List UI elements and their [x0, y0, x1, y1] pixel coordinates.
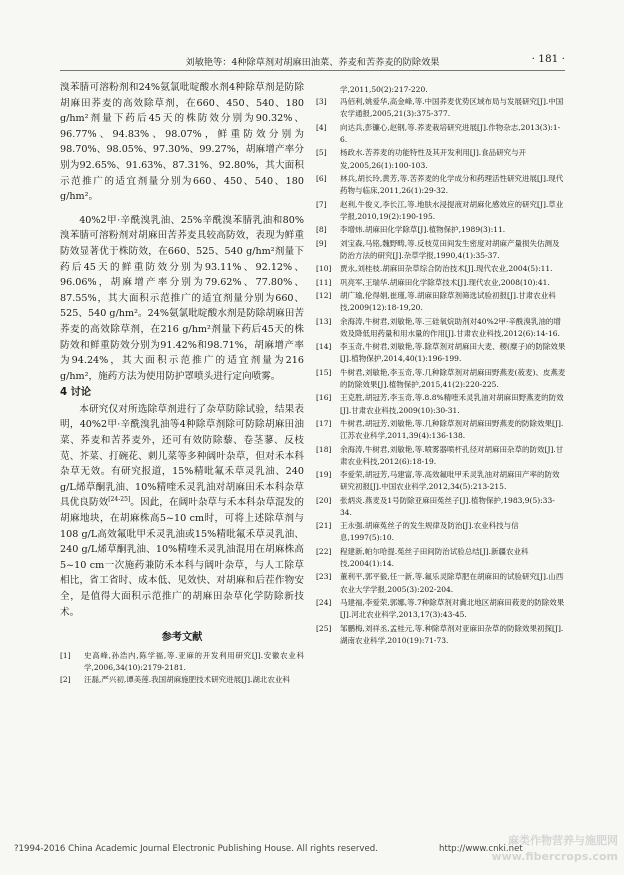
reference-number: [21] — [316, 521, 332, 531]
reference-item — [316, 392, 566, 416]
reference-number: [5] — [316, 148, 327, 158]
reference-text: 胡广瑜,伦得娟,崔瑾,等.胡麻田除草剂筛选试验初报[J].甘肃农业科技,2009(12):18-19,20. — [340, 290, 556, 313]
watermark — [488, 832, 618, 868]
reference-text: 王永强.胡麻菟丝子的发生规律及防治[J].农业科技与信息,1997(5):10. — [340, 521, 519, 543]
cnki-link[interactable]: http://www.cnki.net — [439, 844, 523, 854]
paragraph-continued: 溴苯腈可溶粉剂和24%氨氯吡啶酸水剂4种除草剂是防除胡麻田荞麦的高效除草剂，在660、450、540、180 g/hm²剂量下药后45天的株防效分别为90.32%、96.77%、94.83%、98.07%，鲜重防效分别为98.70%、98.05%、97.30%、99.27%，胡麻增产率分别为92.65%、91.63%、87.31%、92.80%，其大面积示范推广的适宜剂量分别为660、450、540、180 g/hm²。 — [60, 82, 304, 203]
reference-number: [25] — [316, 623, 332, 633]
reference-text: 林兵,胡长玲,黄芳,等.苦荞麦的化学成分和药理活性研究进展[J].现代药物与临床,2011,26(1):29-32. — [340, 173, 564, 196]
reference-item — [316, 469, 566, 493]
reference-number: [6] — [316, 173, 327, 183]
reference-item — [316, 238, 566, 262]
references-title: 参考文献 — [161, 632, 203, 644]
reference-text: 李爱荣,胡冠芳,马建富,等.高效氟吡甲禾灵乳油对胡麻田产率的防效研究初报[J].中国农业科学,2012,34(5):213-215. — [340, 470, 560, 492]
reference-number: [14] — [316, 342, 332, 352]
reference-text: 张炳炎.燕麦及1号防除亚麻田菟丝子[J].植物保护,1983,9(5):33-34. — [340, 495, 555, 517]
reference-item — [316, 444, 566, 468]
right-column-references — [316, 84, 566, 648]
citation-marker: [24-25] — [108, 496, 131, 504]
reference-number: [20] — [316, 495, 332, 505]
reference-continuation: 学,2011,50(2):217-220. — [340, 85, 428, 94]
paragraph-discussion — [60, 402, 304, 620]
reference-number: [23] — [316, 572, 332, 582]
reference-number: [10] — [316, 264, 332, 274]
running-header — [60, 52, 565, 71]
reference-number: [16] — [316, 393, 332, 403]
reference-item — [316, 623, 566, 647]
reference-text: 巩亮军,王瑞华.胡麻田化学除草技术[J].现代农业,2008(10):41. — [340, 277, 550, 287]
reference-item — [316, 316, 566, 340]
reference-item — [316, 147, 566, 171]
reference-text: 牛树君,刘敏艳,李玉奇,等.几种除草剂对胡麻田野燕麦(莜麦)、皮燕麦的防除效果[J].植物保护,2015,41(2):220-225. — [340, 367, 566, 389]
reference-text: 李增炜.胡麻田化学除草[J].植物保护,1989(3):11. — [340, 225, 506, 235]
reference-number: [7] — [316, 199, 327, 209]
reference-number: [2] — [60, 674, 71, 684]
reference-number: [11] — [316, 277, 332, 287]
reference-item — [316, 224, 566, 236]
reference-item — [316, 546, 566, 570]
reference-number: [8] — [316, 225, 327, 235]
reference-number: [18] — [316, 444, 332, 454]
reference-text: 贾永,刘桂枝.胡麻田杂草综合防治技术[J].现代农业,2004(5):11. — [340, 264, 553, 274]
reference-text: 李玉奇,牛树君,刘敏艳,等.除草剂对胡麻田大麦、稷(糜子)的防除效果[J].植物保护,2014,40(1):196-199. — [340, 342, 566, 364]
reference-number: [19] — [316, 470, 332, 480]
reference-text: 邹鹏梅,刘祥丞,孟桂元,等.种除草剂对亚麻田杂草的防除效果初探[J].湖南农业科学,2010(19):71-73. — [340, 623, 564, 645]
reference-number: [13] — [316, 316, 332, 326]
reference-item — [316, 96, 566, 120]
reference-number: [12] — [316, 290, 332, 300]
reference-number: [17] — [316, 418, 332, 428]
reference-text: 史高峰,孙浩内,陈学福,等.亚麻的开发利用研究[J].安徽农业科学,2006,34(10):2179-2181. — [84, 650, 304, 672]
reference-item — [60, 674, 304, 686]
reference-item — [316, 122, 566, 146]
reference-text: 余海涛,牛树君,刘敏艳,等.三硅氧烷助剂对40%2甲·辛酰溴乳油的增效及降低用药量和用水量的作用[J].甘肃农业科技,2012(6):14-16. — [340, 316, 561, 338]
reference-number: [1] — [60, 650, 71, 660]
reference-item — [316, 290, 566, 314]
reference-text: 马建福,李爱荣,郭娜,等.7种除草剂对冀北地区胡麻田莜麦的防除效果[J].河北农业科学,2013,17(3):43-45. — [340, 598, 565, 620]
reference-list — [316, 96, 566, 647]
reference-item — [316, 263, 566, 275]
left-column — [60, 80, 304, 686]
reference-text: 王克胜,胡冠芳,李玉奇,等.8.8%精喹禾灵乳油对胡麻田野燕麦的防效[J].甘肃农业科技,2009(10):30-31. — [340, 393, 564, 415]
reference-number: [3] — [316, 97, 327, 107]
reference-text: 冯佰利,姚爱华,高金峰,等.中国荞麦优势区域布局与发展研究[J].中国农学通报,2005,21(3):375-377. — [340, 97, 564, 119]
reference-item — [60, 650, 304, 674]
reference-number: [15] — [316, 367, 332, 377]
reference-text: 向达兵,彭镰心,赵钢,等.荞麦栽培研究进展[J].作物杂志,2013(3):1-6. — [340, 122, 561, 144]
reference-item — [316, 520, 566, 544]
reference-text: 杨政水.苦荞麦的功能特性及其开发利用[J].食品研究与开发,2005,26(1):100-103. — [340, 148, 527, 170]
reference-item — [316, 173, 566, 197]
reference-item — [316, 418, 566, 442]
reference-item — [316, 597, 566, 621]
reference-text: 刘宝森,马铭,魏野畴,等.反枝苋田间发生密度对胡麻产量损失估测及防治方法的研究[J].杂草学报,1990,4(1):35-37. — [340, 238, 560, 260]
reference-number: [24] — [316, 598, 332, 608]
reference-item — [316, 495, 566, 519]
references-left — [60, 650, 304, 686]
watermark-url: www.fibercrops.com — [491, 850, 618, 863]
reference-item — [316, 341, 566, 365]
reference-item — [316, 571, 566, 595]
reference-item — [316, 367, 566, 391]
discussion-text-b: 。因此，在阔叶杂草与禾本科杂草混发的胡麻地块，在胡麻株高5~10 cm时，可将上述除草剂与108 g/L高效氟吡甲禾灵乳油或15%精吡氟禾草灵乳油、240 g/L烯草酮乳油、10%精喹禾灵乳油混用在胡麻株高5~10 cm一次施药兼防禾本科与阔叶杂草，与人工除草相比，省工省时、成本低、见效快、对胡麻和后茬作物安全，是值得大面积示范推广的胡麻田杂草化学防除新技术。 — [60, 497, 305, 618]
reference-text: 余海涛,牛树君,刘敏艳,等.喷雾器喷杆孔径对胡麻田杂草的防效[J].甘肃农业科技,2012(6):18-19. — [340, 444, 564, 466]
reference-item — [316, 277, 566, 289]
reference-text: 牛树君,胡冠芳,刘敏艳,等.几种除草剂对胡麻田野燕麦的防除效果[J].江苏农业科学,2011,39(4):136-138. — [340, 418, 564, 441]
reference-text: 汪磊,严兴初,谭美莲.我国胡麻施肥技术研究进展[J].湖北农业科 — [84, 674, 290, 684]
running-title: 刘敏艳等：4种除草剂对胡麻田油菜、荞麦和苦荞麦的防除效果 — [185, 57, 440, 68]
reference-number: [4] — [316, 122, 327, 132]
reference-number: [9] — [316, 238, 327, 248]
reference-text: 赵利,牛俊义,李长江,等.地肤水浸提液对胡麻化感效应的研究[J].草业学报,2010,19(2):190-195. — [340, 199, 564, 221]
page-number: · 181 · — [531, 53, 565, 65]
reference-number: [22] — [316, 546, 332, 556]
copyright-notice: ?1994-2016 China Academic Journal Electronic Publishing House. All rights reserved. — [14, 844, 378, 854]
reference-text: 程建新,帕尔哈提.菟丝子田间防治试验总结[J].新疆农业科技,2004(1):14. — [340, 546, 529, 569]
reference-item — [316, 199, 566, 223]
paragraph-buckwheat-tartary: 40%2甲·辛酰溴乳油、25%辛酰溴苯腈乳油和80%溴苯腈可溶粉剂对胡麻田苦荞麦具较高防效，表现为鲜重防效显著优于株防效，在660、525、540 g/hm²剂量下药后45天的鲜重防效分别为93.11%、92.12%、96.06%，胡麻增产率分别为79.62%、77.80%、87.55%，其大面积示范推广的适宜剂量分别为660、525、540 g/hm²。24%氨氯吡啶酸水剂是防除胡麻田苦荞麦的高效除草剂，在216 g/hm²剂量下药后45天的株防效和鲜重防效分别为91.42%和98.71%，胡麻增产率为94.24%，其大面积示范推广的适宜剂量为216 g/hm²，施药方法为使用防护罩喷头进行定向喷雾。 — [60, 214, 304, 382]
discussion-text-a: 本研究仅对所选除草剂进行了杂草防除试验，结果表明，40%2甲·辛酰溴乳油等4种除草剂除可防除胡麻田油菜、荞麦和苦荞麦外，还可有效防除藜、卷茎蓼、反枝苋、芥菜、打碗花、刺儿菜等多种阔叶杂草，但对禾本科杂草无效。有研究报道，15%精吡氟禾草灵乳油、240 g/L烯草酮乳油、10%精喹禾灵乳油对胡麻田禾本科杂草具优良防效 — [60, 403, 304, 509]
section-title-discussion: 4 讨论 — [60, 387, 92, 399]
watermark-text: 麻类作物营养与施肥网 — [508, 834, 618, 847]
reference-text: 董利平,郭平毅,任一新,等.氟乐灵除草肥在胡麻田的试验研究[J].山西农业大学学报,2005(3):202-204. — [340, 572, 564, 594]
